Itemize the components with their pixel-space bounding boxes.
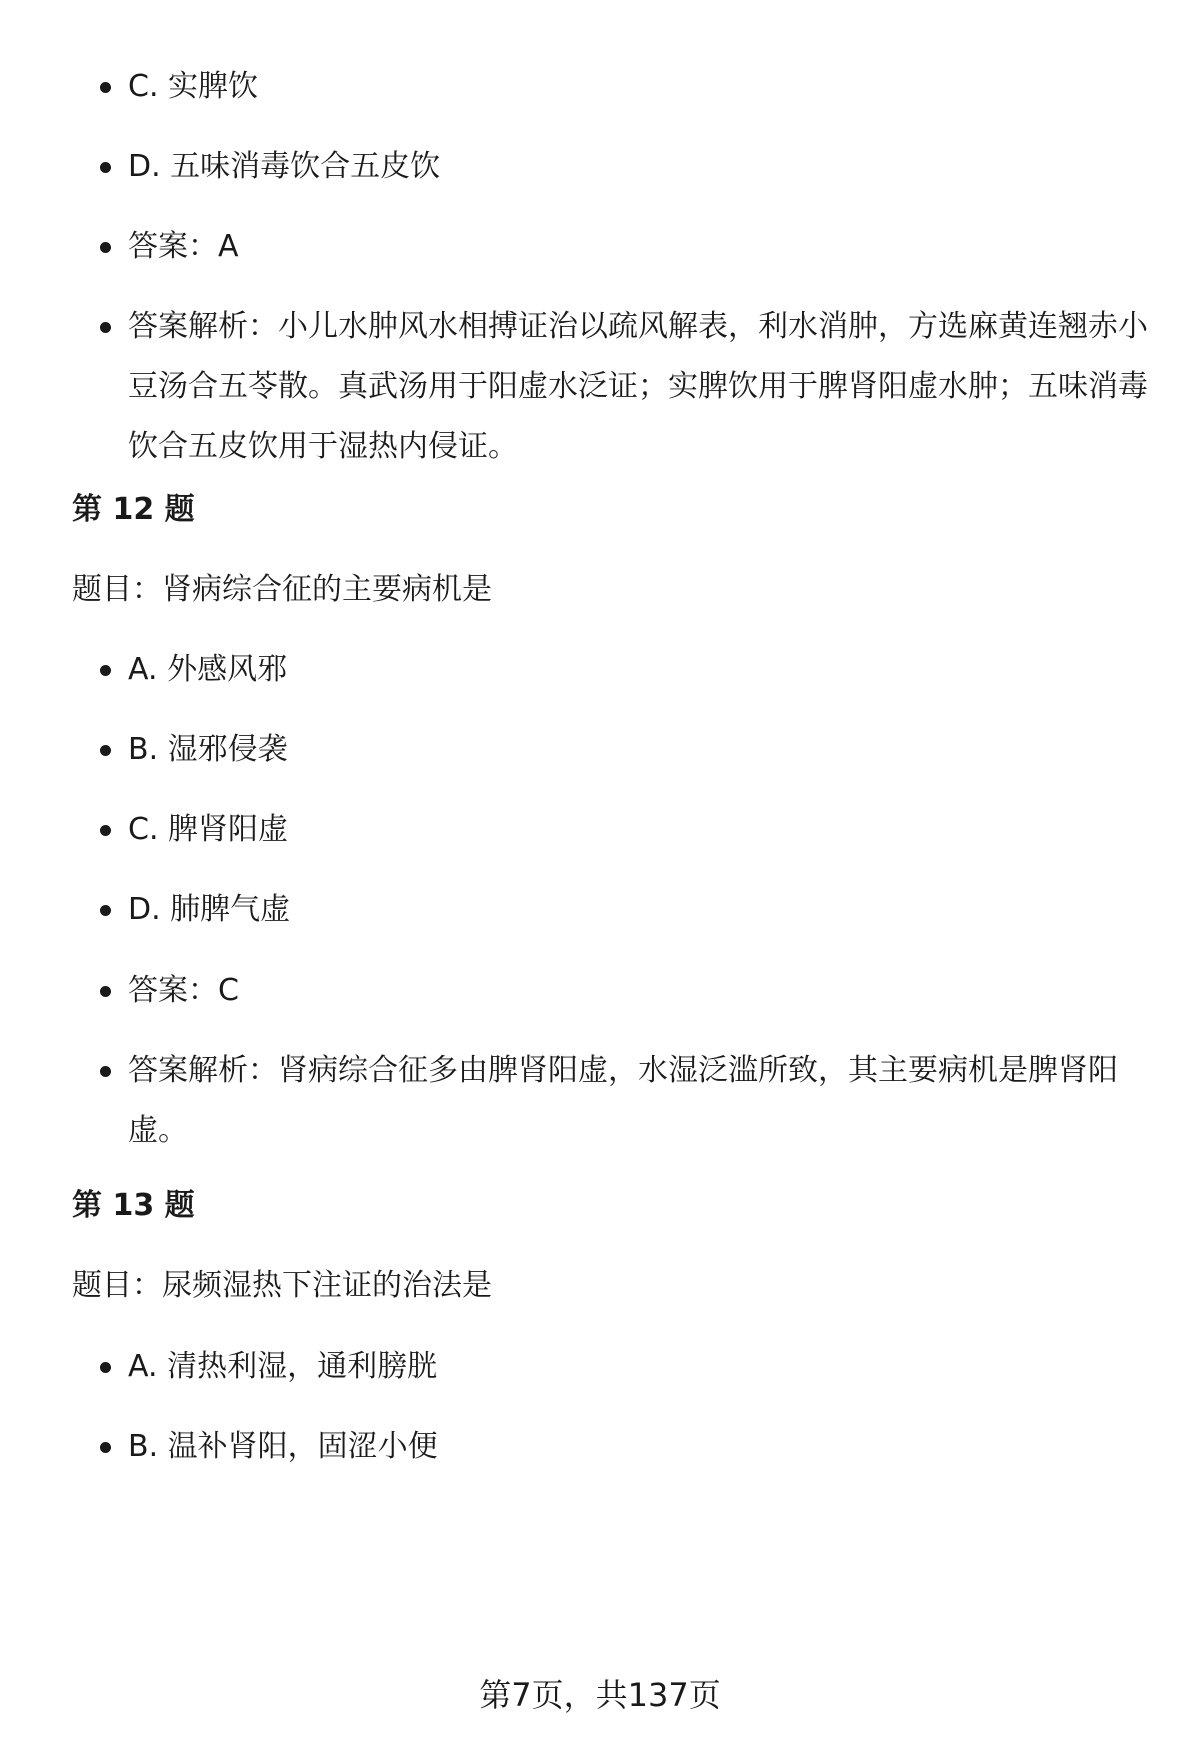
option-b: B. 温补肾阳，固涩小便 (128, 1417, 1148, 1477)
option-d: D. 五味消毒饮合五皮饮 (128, 137, 1148, 197)
answer-explanation: 答案解析：肾病综合征多由脾肾阳虚，水湿泛滥所致，其主要病机是脾肾阳虚。 (128, 1041, 1148, 1161)
option-d: D. 肺脾气虚 (128, 880, 1148, 940)
question-12-heading: 第 12 题 (72, 492, 195, 527)
question-12-stem: 题目：肾病综合征的主要病机是 (72, 572, 492, 607)
page-number: 第7页，共137页 (479, 1676, 721, 1714)
option-c: C. 实脾饮 (128, 57, 1148, 117)
answer-line: 答案：C (128, 961, 1148, 1021)
answer-line: 答案：A (128, 217, 1148, 277)
option-a: A. 清热利湿，通利膀胱 (128, 1337, 1148, 1397)
question-13-stem: 题目：尿频湿热下注证的治法是 (72, 1268, 492, 1303)
option-a: A. 外感风邪 (128, 640, 1148, 700)
question-13-heading: 第 13 题 (72, 1188, 195, 1223)
answer-explanation: 答案解析：小儿水肿风水相搏证治以疏风解表，利水消肿，方选麻黄连翘赤小豆汤合五苓散。真武汤用于阳虚水泛证；实脾饮用于脾肾阳虚水肿；五味消毒饮合五皮饮用于湿热内侵证。 (128, 297, 1148, 477)
option-c: C. 脾肾阳虚 (128, 800, 1148, 860)
option-b: B. 湿邪侵袭 (128, 720, 1148, 780)
